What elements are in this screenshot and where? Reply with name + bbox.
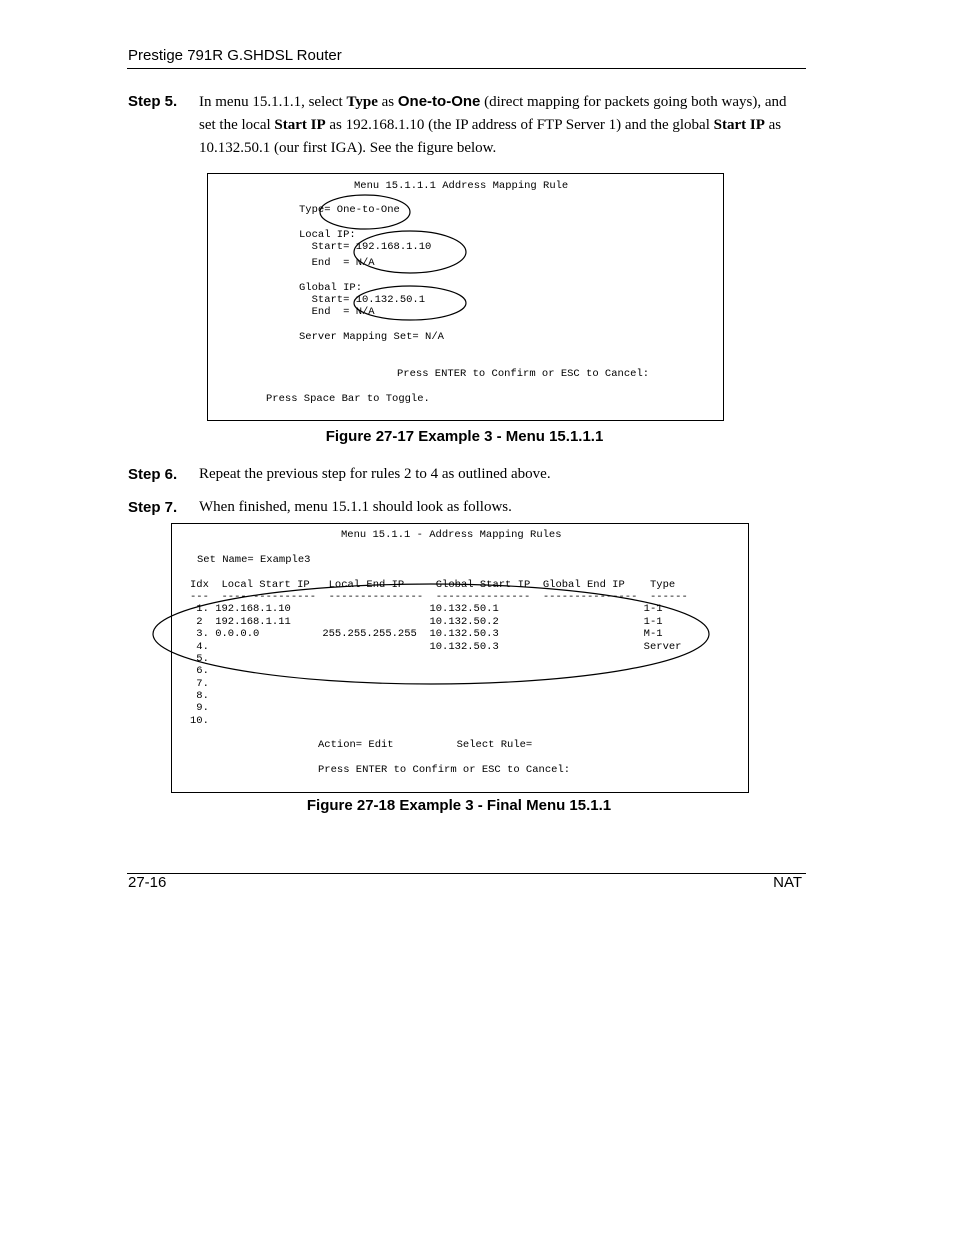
table-row: 6. [190,665,209,677]
header-rule [127,68,806,69]
global-start-field: Start= 10.132.50.1 [299,294,426,306]
table-row: 7. [190,678,209,690]
table-header: Idx Local Start IP Local End IP Global Start IP Global End IP Type [190,579,676,591]
menu-title: Menu 15.1.1.1 Address Mapping Rule [354,180,569,192]
toggle-hint: Press Space Bar to Toggle. [266,393,430,405]
step-5-text [199,90,799,160]
step-6-text: Repeat the previous step for rules 2 to 4 as outlined above. [199,466,551,482]
menu-title: Menu 15.1.1 - Address Mapping Rules [341,529,562,541]
table-row: 5. [190,653,209,665]
table-header-rule: --- --------------- --------------- --------------- --------------- ------ [190,591,688,603]
step-6-label: Step 6. [128,466,178,483]
page-number: 27-16 [128,874,167,891]
confirm-prompt: Press ENTER to Confirm or ESC to Cancel: [318,764,571,776]
chapter-name: NAT [773,874,802,891]
confirm-prompt: Press ENTER to Confirm or ESC to Cancel: [397,368,650,380]
local-start-field: Start= 192.168.1.10 [299,241,432,253]
footer-rule [127,873,806,874]
step-7-label: Step 7. [128,499,178,516]
step-5-one-to-one-term: One-to-One [397,93,481,110]
figure-27-18-caption: Figure 27-18 Example 3 - Final Menu 15.1.1 [306,797,612,814]
step-5-type-term: Type [346,94,378,110]
step-5-part-c: as [377,94,398,110]
table-row: 8. [190,690,209,702]
table-row: 1. 192.168.1.10 10.132.50.1 1-1 [190,603,663,615]
table-row: 2 192.168.1.11 10.132.50.2 1-1 [190,616,663,628]
running-header: Prestige 791R G.SHDSL Router [128,47,342,64]
step-5-part-e: (direct mapping for packets going both ways), and set the local [199,94,787,133]
local-ip-label: Local IP: [299,229,356,241]
step-5-label: Step 5. [128,93,178,110]
action-field: Action= Edit Select Rule= [318,739,533,751]
server-mapping-set-field: Server Mapping Set= N/A [299,331,444,343]
figure-27-17-caption: Figure 27-17 Example 3 - Menu 15.1.1.1 [325,428,604,445]
step-5-part-a: In menu 15.1.1.1, select [199,94,347,110]
step-5-global-start-ip-term: Start IP [713,117,765,133]
set-name-field: Set Name= Example3 [197,554,311,566]
table-row: 3. 0.0.0.0 255.255.255.255 10.132.50.3 M-1 [190,628,663,640]
table-row: 9. [190,702,209,714]
table-row: 10. [190,715,209,727]
global-ip-label: Global IP: [299,282,363,294]
table-row: 4. 10.132.50.3 Server [190,641,682,653]
step-5-part-i: as 10.132.50.1 (our first IGA). See the figure below. [199,117,782,156]
step-5-part-g: as 192.168.1.10 (the IP address of FTP Server 1) and the global [325,117,714,133]
step-7-text: When finished, menu 15.1.1 should look as follows. [199,499,512,515]
figure-27-17-screen [207,173,724,421]
local-end-field: End = N/A [299,257,375,269]
step-5-start-ip-term: Start IP [274,117,326,133]
type-field: Type= One-to-One [299,204,400,216]
global-end-field: End = N/A [299,306,375,318]
